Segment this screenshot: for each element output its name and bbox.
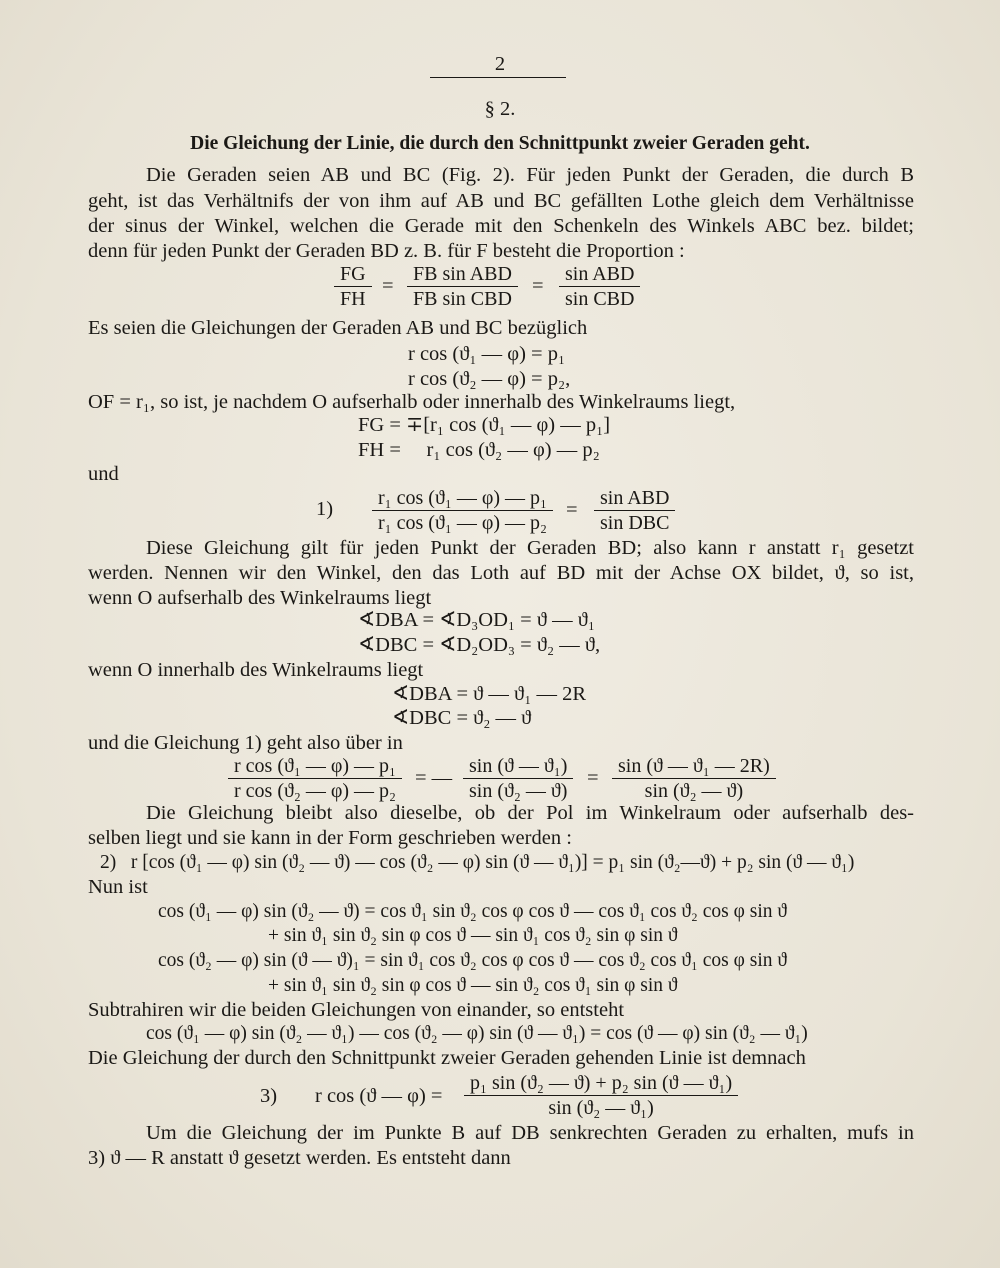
numerator: sin ABD [559,263,640,287]
section-heading: Die Gleichung der Linie, die durch den Schnittpunkt zweier Geraden geht. [190,133,810,154]
text-line: Es seien die Gleichungen der Geraden AB und BC bezüglich [88,317,588,339]
angle-equation: ∢DBC = ∢D₂OD₃ = ϑ₂ — ϑ, [358,634,601,656]
numerator: r cos (ϑ₁ — φ) — p₁ [228,755,402,779]
numerator: FG [334,263,372,287]
text-line: Die Gleichung bleibt also dieselbe, ob der Pol im Winkelraum oder aufserhalb des- [146,802,914,824]
text-line: geht, ist das Verhältnifs der von ihm auf AB und BC gefällten Lothe gleich dem Verhältnisse [88,190,914,212]
denominator: sin (ϑ₂ — ϑ) [644,780,744,802]
text-line: denn für jeden Punkt der Geraden BD z. B. für F besteht die Proportion : [88,240,685,262]
text-line: Die Geraden seien AB und BC (Fig. 2). Für jeden Punkt der Geraden, die durch B [146,164,914,186]
denominator: r₁ cos (ϑ₁ — φ) — p₂ [378,512,548,534]
page-number: 2 [494,53,506,75]
numerator: p₁ sin (ϑ₂ — ϑ) + p₂ sin (ϑ — ϑ₁) [464,1072,738,1096]
fraction [228,755,402,802]
fraction [612,755,776,802]
text-line: und die Gleichung 1) geht also über in [88,732,403,754]
numerator: r₁ cos (ϑ₁ — φ) — p₁ [372,487,553,511]
equation-label: 1) [316,498,334,520]
equation-3-lhs: r cos (ϑ — φ) = [315,1085,443,1107]
fraction [464,1072,738,1119]
text-line: OF = r₁, so ist, je nachdem O aufserhalb oder innerhalb des Winkelraums liegt, [88,391,736,413]
numerator: sin (ϑ — ϑ₁) [463,755,573,779]
fraction [463,755,573,802]
fraction [559,263,640,310]
identity-line: cos (ϑ₂ — φ) sin (ϑ — ϑ)₁ = sin ϑ₁ cos ϑ₂ cos φ cos ϑ — cos ϑ₂ cos ϑ₁ cos φ sin ϑ [158,950,788,971]
identity-line: cos (ϑ₁ — φ) sin (ϑ₂ — ϑ) = cos ϑ₁ sin ϑ₂ cos φ cos ϑ — cos ϑ₁ cos ϑ₂ cos φ sin ϑ [158,901,788,922]
text-line: Diese Gleichung gilt für jeden Punkt der Geraden BD; also kann r anstatt r₁ gesetzt [146,537,914,559]
text-line: Subtrahiren wir die beiden Gleichungen von einander, so entsteht [88,999,625,1021]
angle-equation: ∢DBA = ϑ — ϑ₁ — 2R [392,683,587,705]
denominator: sin DBC [600,512,670,534]
denominator: sin CBD [565,288,635,310]
equation-label: 3) [260,1085,278,1107]
angle-equation: ∢DBA = ∢D₃OD₁ = ϑ — ϑ₁ [358,609,596,631]
equation-ab: r cos (ϑ₁ — φ) = p₁ [408,343,566,365]
denominator: r cos (ϑ₂ — φ) — p₂ [234,780,397,802]
identity-line: + sin ϑ₁ sin ϑ₂ sin φ cos ϑ — sin ϑ₁ cos ϑ₂ sin φ sin ϑ [268,925,678,946]
numerator: sin ABD [594,487,675,511]
text-line: 3) ϑ — R anstatt ϑ gesetzt werden. Es entsteht dann [88,1147,511,1169]
text-line: selben liegt und sie kann in der Form geschrieben werden : [88,827,572,849]
text-line: Um die Gleichung der im Punkte B auf DB senkrechten Geraden zu erhalten, mufs in [146,1122,914,1144]
fraction [407,263,518,310]
fraction [334,263,372,310]
equals-sign: = [532,275,544,297]
denominator: FH [340,288,366,310]
text-line: Nun ist [88,876,148,898]
equation-bc: r cos (ϑ₂ — φ) = p₂, [408,368,571,390]
identity-line: + sin ϑ₁ sin ϑ₂ sin φ cos ϑ — sin ϑ₂ cos ϑ₁ sin φ sin ϑ [268,975,678,996]
header-rule [430,77,566,78]
text-line: und [88,463,119,485]
equals-sign: = [566,499,578,521]
equals-sign: = [587,767,599,789]
text-line: wenn O innerhalb des Winkelraums liegt [88,659,424,681]
text-line: Die Gleichung der durch den Schnittpunkt zweier Geraden gehenden Linie ist demnach [88,1047,806,1069]
denominator: FB sin CBD [413,288,512,310]
text-line: werden. Nennen wir den Winkel, den das Loth auf BD mit der Achse OX bildet, ϑ, so ist, [88,562,914,584]
equals-sign: = [382,275,394,297]
equation-2: 2) r [cos (ϑ₁ — φ) sin (ϑ₂ — ϑ) — cos (ϑ₂ — φ) sin (ϑ — ϑ₁)] = p₁ sin (ϑ₂—ϑ) + p₂ sin (ϑ — ϑ₁) [100,852,855,873]
angle-equation: ∢DBC = ϑ₂ — ϑ [392,707,532,729]
denominator: sin (ϑ₂ — ϑ₁) [548,1097,654,1119]
difference-equation: cos (ϑ₁ — φ) sin (ϑ₂ — ϑ₁) — cos (ϑ₂ — φ) sin (ϑ — ϑ₁) = cos (ϑ — φ) sin (ϑ₂ — ϑ₁) [146,1023,808,1044]
text-line: wenn O aufserhalb des Winkelraums liegt [88,587,432,609]
section-number: § 2. [484,98,516,120]
numerator: sin (ϑ — ϑ₁ — 2R) [612,755,776,779]
fraction [594,487,675,534]
numerator: FB sin ABD [407,263,518,287]
fraction [372,487,553,534]
text-line: der sinus der Winkel, welchen die Gerade mit den Schenkeln des Winkels ABC bez. bildet; [88,215,914,237]
equation-fg: FG = ∓[r₁ cos (ϑ₁ — φ) — p₁] [358,414,611,436]
equals-minus-sign: = — [415,767,453,789]
equation-fh: FH = r₁ cos (ϑ₂ — φ) — p₂ [358,439,600,461]
denominator: sin (ϑ₂ — ϑ) [469,780,568,802]
